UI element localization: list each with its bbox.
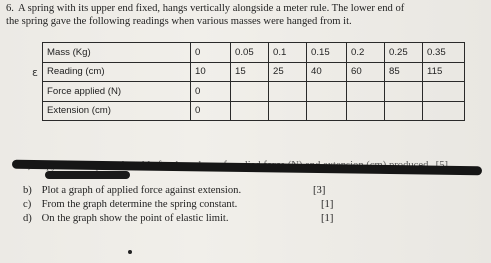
table-cell bbox=[269, 101, 307, 121]
data-table bbox=[42, 42, 465, 121]
table-cell: 25 bbox=[269, 62, 307, 82]
question-intro bbox=[6, 3, 486, 28]
part-d-text: On the graph show the point of elastic limit. bbox=[41, 213, 229, 224]
table-cell: 60 bbox=[347, 62, 385, 82]
table-cell bbox=[231, 101, 269, 121]
table-cell: 0.25 bbox=[385, 43, 423, 63]
question-part-b bbox=[23, 185, 326, 197]
part-c-text: From the graph determine the spring constant. bbox=[41, 199, 238, 210]
row-label: Extension (cm) bbox=[43, 101, 191, 121]
margin-mark: ɛ bbox=[32, 66, 38, 79]
table-cell bbox=[307, 82, 347, 102]
table-cell bbox=[347, 101, 385, 121]
table-cell: 40 bbox=[307, 62, 347, 82]
question-number: 6. bbox=[6, 3, 14, 14]
table-cell: 0 bbox=[191, 82, 231, 102]
question-part-c bbox=[23, 199, 334, 211]
row-label: Reading (cm) bbox=[43, 62, 191, 82]
table-cell bbox=[423, 101, 465, 121]
table-row bbox=[43, 101, 465, 121]
intro-line-2: the spring gave the following readings when various masses were hanged from it. bbox=[6, 15, 352, 27]
table-cell: 0.15 bbox=[307, 43, 347, 63]
ink-dot bbox=[128, 250, 132, 254]
question-part-d bbox=[23, 213, 334, 225]
table-row bbox=[43, 43, 465, 63]
table-cell: 0.35 bbox=[423, 43, 465, 63]
row-label: Force applied (N) bbox=[43, 82, 191, 102]
part-c-label: c) bbox=[23, 199, 32, 210]
marker-redaction-small bbox=[45, 171, 130, 179]
part-d-label: d) bbox=[23, 213, 32, 224]
table-cell: 0 bbox=[191, 101, 231, 121]
table-cell: 115 bbox=[423, 62, 465, 82]
table-cell bbox=[231, 82, 269, 102]
part-b-marks: [3] bbox=[313, 185, 326, 196]
part-c-marks: [1] bbox=[321, 199, 334, 210]
part-b-label: b) bbox=[23, 185, 32, 196]
table-cell: 0.1 bbox=[269, 43, 307, 63]
table-cell bbox=[347, 82, 385, 102]
table-cell: 15 bbox=[231, 62, 269, 82]
table-cell bbox=[307, 101, 347, 121]
table-cell: 10 bbox=[191, 62, 231, 82]
table-cell bbox=[269, 82, 307, 102]
table-cell bbox=[423, 82, 465, 102]
intro-text-1: A spring with its upper end fixed, hangs vertically alongside a meter rule. The lower end of bbox=[17, 3, 405, 14]
table-cell: 0 bbox=[191, 43, 231, 63]
part-d-marks: [1] bbox=[321, 213, 334, 224]
table-cell bbox=[385, 101, 423, 121]
intro-line-1 bbox=[6, 3, 486, 16]
table-row bbox=[43, 82, 465, 102]
table-row bbox=[43, 62, 465, 82]
table-cell: 0.2 bbox=[347, 43, 385, 63]
part-b-text: Plot a graph of applied force against extension. bbox=[41, 185, 242, 196]
table-cell: 85 bbox=[385, 62, 423, 82]
row-label: Mass (Kg) bbox=[43, 43, 191, 63]
table-cell bbox=[385, 82, 423, 102]
table-cell: 0.05 bbox=[231, 43, 269, 63]
